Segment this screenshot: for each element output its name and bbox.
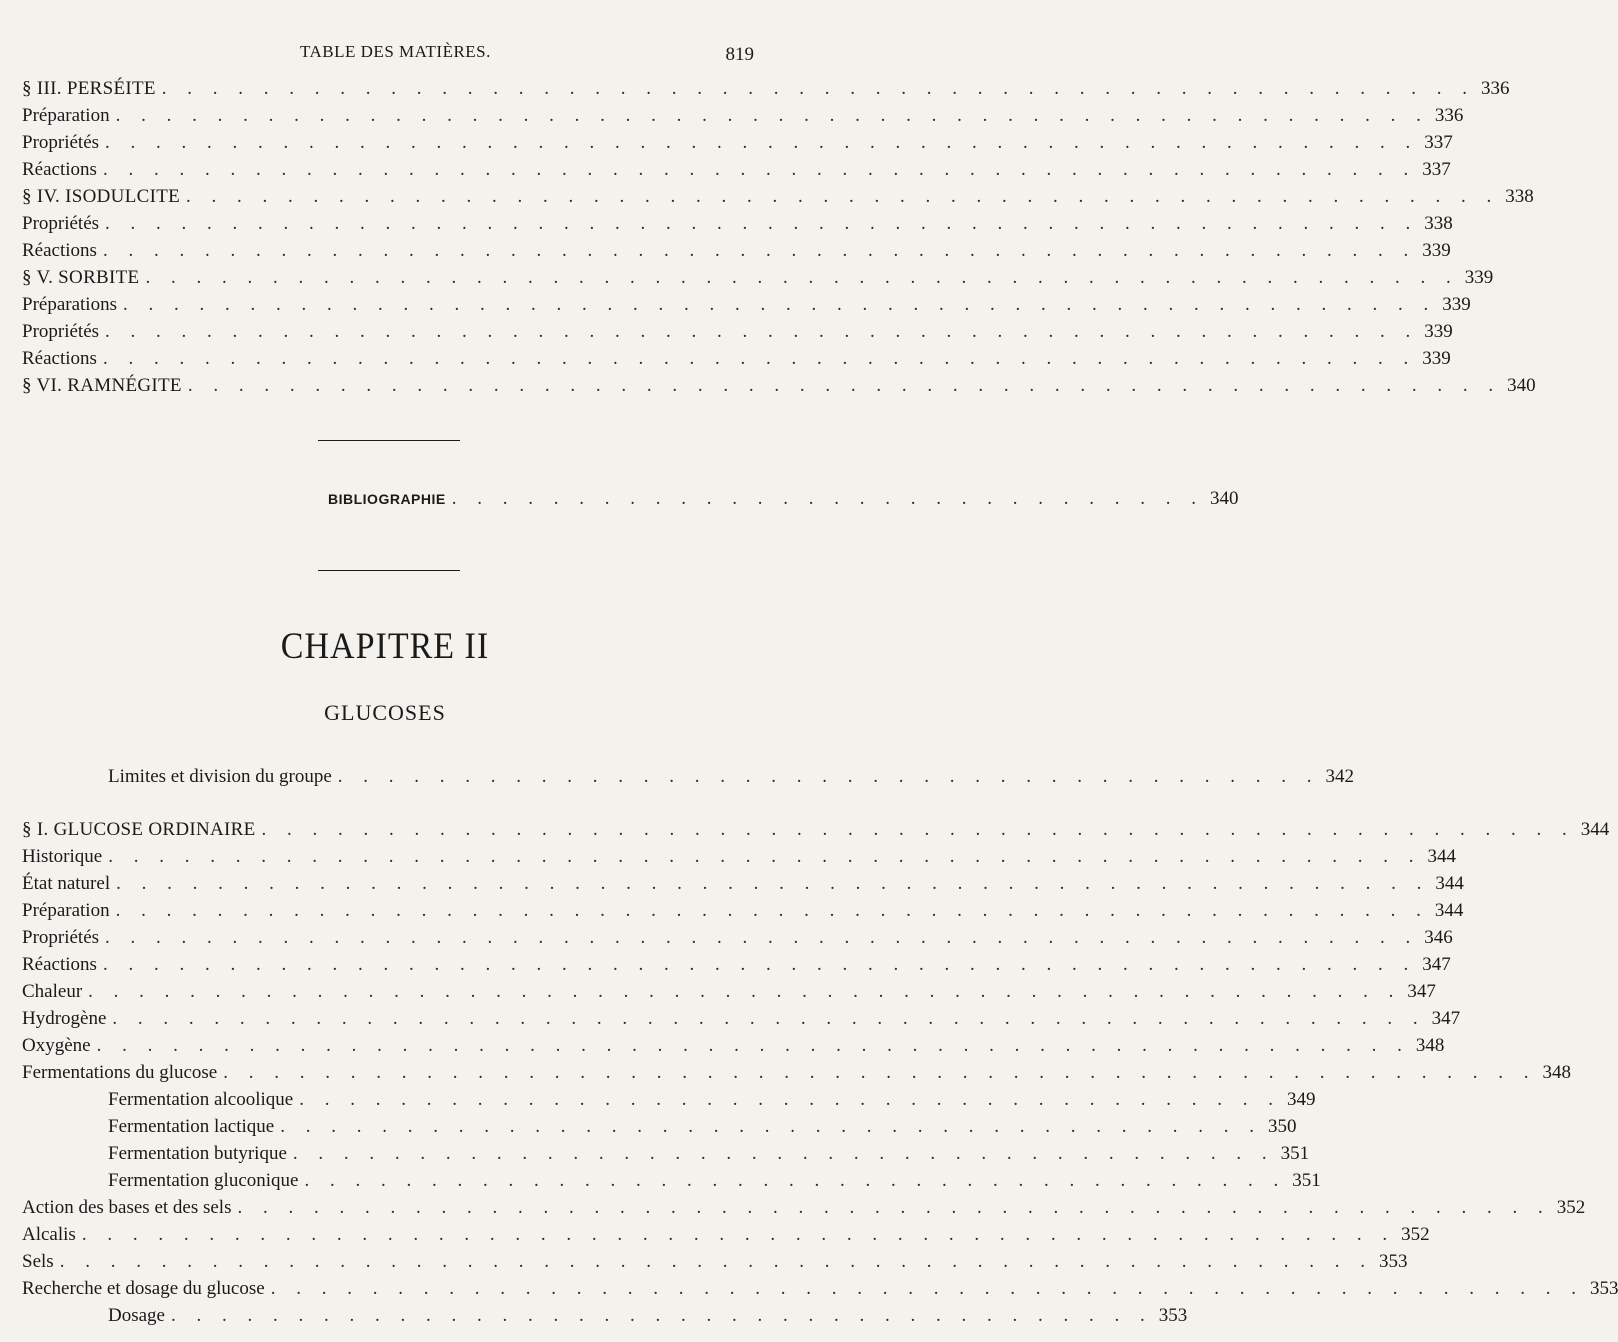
toc-entry xyxy=(108,1168,1321,1194)
toc-entry-page: 340 xyxy=(1507,375,1536,396)
toc-entry xyxy=(22,292,1471,318)
dot-leader: . . . . . . . . . . . . . . . . . . . . . . . . . . . . . . . . . . . . . . . . . . . . . . . . . . . . xyxy=(105,213,1419,234)
dot-leader: . . . . . . . . . . . . . . . . . . . . . . . . . . . . . . . . . . . . . . . . . . . . . . . . . . . . xyxy=(187,375,1502,396)
section-divider xyxy=(318,570,460,571)
toc-entry-label: Hydrogène xyxy=(22,1008,107,1029)
dot-leader: . . . . . . . . . . . . . . . . . . . . . . . . . . . . . . . . . . . . . . . . . . . . . . . . . . . . xyxy=(102,348,1417,369)
toc-entry-page: 344 xyxy=(1427,846,1456,867)
toc-entry-label: § I. GLUCOSE ORDINAIRE xyxy=(22,819,256,840)
toc-entry-label: Propriétés xyxy=(22,213,100,234)
toc-entry xyxy=(22,952,1451,978)
chapter-subtitle: GLUCOSES xyxy=(324,700,446,725)
toc-entry xyxy=(22,1195,1586,1221)
toc-entry-label: § III. PERSÉITE xyxy=(22,78,156,99)
toc-entry-label: Alcalis xyxy=(22,1224,76,1245)
toc-entry-label: Recherche et dosage du glucose xyxy=(22,1278,265,1299)
toc-entry xyxy=(22,265,1494,291)
dot-leader: . . . . . . . . . . . . . . . . . . . . . . . . . . . . . . . . . . . . . . . . . . . . . . . . . . . . xyxy=(102,240,1417,261)
toc-entry-label: Préparation xyxy=(22,900,110,921)
dot-leader: . . . . . . . . . . . . . . . . . . . . . . . . . . . . . . . . . . . . . . . . . . . . . . . . . . . . xyxy=(122,294,1437,315)
toc-entry-page: 339 xyxy=(1422,240,1451,261)
toc-entry xyxy=(22,76,1510,102)
toc-entry-label: Fermentation lactique xyxy=(108,1116,275,1137)
toc-entry-page: 344 xyxy=(1580,819,1610,840)
dot-leader: . . . . . . . . . . . . . . . . . . . . . . . . . . . . . . . . . . . . . . . . . . . . . . . . . . . . xyxy=(108,846,1422,867)
dot-leader: . . . . . . . . . . . . . . . . . . . . . . . . . . . . . . . . . . . . . . . . . . . . . . . . . . . . xyxy=(115,105,1429,126)
toc-entry-label: Réactions xyxy=(22,348,97,369)
section-divider xyxy=(318,440,460,441)
toc-entry-label: § V. SORBITE xyxy=(22,267,140,288)
toc-entry xyxy=(108,1114,1297,1140)
toc-entry-label: Fermentation butyrique xyxy=(108,1143,287,1164)
toc-entry-page: 353 xyxy=(1378,1251,1408,1272)
dot-leader: . . . . . . . . . . . . . . . . . . . . . . . . . . . . . . . . . . . . . . . . . . . . . . . . . . . . xyxy=(270,1278,1584,1299)
dot-leader: . . . . . . . . . . . . . . . . . . . . . . . . . . . . . . . . . . . . . . . . . . . . . . . . . . . . xyxy=(161,78,1476,99)
toc-entry-page: 336 xyxy=(1481,78,1510,99)
toc-entry-page: 347 xyxy=(1422,954,1451,975)
toc-entry-label: Fermentation alcoolique xyxy=(108,1089,294,1110)
dot-leader: . . . . . . . . . . . . . . . . . . . . . . . . . . . . . . . . . . . . . . . . . . . . . . . . . . . . xyxy=(261,819,1575,840)
toc-entry-page: 353 xyxy=(1158,1305,1188,1326)
dot-leader: . . . . . . . . . . . . . . . . . . . . . . . . . . . . . . xyxy=(451,488,1204,509)
toc-entry-page: 338 xyxy=(1424,213,1453,234)
dot-leader: . . . . . . . . . . . . . . . . . . . . . . . . . . . . . . . . . . . . . . . . . . . . . . . . . . . . xyxy=(59,1251,1373,1272)
toc-entry-label: Préparation xyxy=(22,105,110,126)
toc-entry xyxy=(22,1033,1445,1059)
toc-entry xyxy=(108,764,1355,790)
dot-leader: . . . . . . . . . . . . . . . . . . . . . . . . . . . . . . . . . . . . . . . xyxy=(299,1089,1281,1110)
dot-leader: . . . . . . . . . . . . . . . . . . . . . . . . . . . . . . . . . . . . . . . xyxy=(292,1143,1275,1164)
running-title: TABLE DES MATIÈRES. xyxy=(300,42,491,61)
toc-entry-label: Réactions xyxy=(22,240,97,261)
toc-entry-page: 350 xyxy=(1267,1116,1297,1137)
chapter-title: CHAPITRE II xyxy=(280,626,490,667)
dot-leader: . . . . . . . . . . . . . . . . . . . . . . . . . . . . . . . . . . . . . . . . . . . . . . . . . . . . xyxy=(115,900,1429,921)
toc-entry xyxy=(22,898,1464,924)
dot-leader: . . . . . . . . . . . . . . . . . . . . . . . . . . . . . . . . . . . . . . . . . . . . . . . . . . . . xyxy=(105,927,1419,948)
bibliography-label: BIBLIOGRAPHIE xyxy=(328,491,446,507)
toc-entry-label: Limites et division du groupe xyxy=(108,766,332,787)
toc-entry xyxy=(22,238,1451,264)
toc-entry-page: 344 xyxy=(1434,900,1464,921)
toc-entry xyxy=(22,817,1610,843)
bibliography-page: 340 xyxy=(1209,488,1239,509)
toc-entry xyxy=(22,103,1464,129)
toc-entry-page: 339 xyxy=(1422,348,1451,369)
toc-entry xyxy=(22,979,1436,1005)
toc-entry xyxy=(108,1087,1316,1113)
dot-leader: . . . . . . . . . . . . . . . . . . . . . . . . . . . . . . . . . . . . . . . . . . . . . . . . . . . . xyxy=(105,132,1419,153)
toc-entry-label: Propriétés xyxy=(22,927,100,948)
toc-entry-page: 342 xyxy=(1325,766,1355,787)
toc-entry-label: Propriétés xyxy=(22,321,100,342)
toc-entry-label: Historique xyxy=(22,846,103,867)
dot-leader: . . . . . . . . . . . . . . . . . . . . . . . . . . . . . . . . . . . . . . . . . . . . . . . . . . . . xyxy=(105,321,1419,342)
toc-entry xyxy=(22,346,1451,372)
toc-entry-page: 347 xyxy=(1407,981,1436,1002)
toc-entry xyxy=(22,925,1453,951)
toc-entry xyxy=(22,184,1534,210)
dot-leader: . . . . . . . . . . . . . . . . . . . . . . . . . . . . . . . . . . . . . . . . . . . . . . . . . . . . xyxy=(96,1035,1410,1056)
dot-leader: . . . . . . . . . . . . . . . . . . . . . . . . . . . . . . . . . . . . . . . . . . . . . . . . . . . . xyxy=(145,267,1459,288)
dot-leader: . . . . . . . . . . . . . . . . . . . . . . . . . . . . . . . . . . . . . . . . . . . . . . . . . . . . xyxy=(186,186,1500,207)
toc-entry xyxy=(108,1303,1188,1329)
toc-entry-label: Réactions xyxy=(22,954,97,975)
dot-leader: . . . . . . . . . . . . . . . . . . . . . . . . . . . . . . . . . . . . . . . . . . . . . . . . . . . . xyxy=(81,1224,1396,1245)
toc-entry xyxy=(22,373,1536,399)
toc-entry xyxy=(108,1141,1310,1167)
dot-leader: . . . . . . . . . . . . . . . . . . . . . . . . . . . . . . . . . . . . . . . xyxy=(170,1305,1153,1326)
toc-entry-label: Chaleur xyxy=(22,981,83,1002)
toc-entry-label: État naturel xyxy=(22,873,111,894)
toc-entry xyxy=(22,319,1453,345)
toc-entry xyxy=(22,1006,1461,1032)
toc-entry-page: 347 xyxy=(1431,1008,1461,1029)
toc-entry-page: 351 xyxy=(1280,1143,1310,1164)
toc-entry xyxy=(22,211,1453,237)
toc-entry-page: 337 xyxy=(1422,159,1451,180)
dot-leader: . . . . . . . . . . . . . . . . . . . . . . . . . . . . . . . . . . . . . . . xyxy=(337,766,1320,787)
toc-entry-label: Réactions xyxy=(22,159,97,180)
toc-entry-label: Fermentations du glucose xyxy=(22,1062,218,1083)
dot-leader: . . . . . . . . . . . . . . . . . . . . . . . . . . . . . . . . . . . . . . . . . . . . . . . . . . . . xyxy=(223,1062,1537,1083)
toc-entry-label: Oxygène xyxy=(22,1035,91,1056)
toc-entry-label: Préparations xyxy=(22,294,117,315)
page-number: 819 xyxy=(725,44,754,65)
toc-entry-page: 339 xyxy=(1424,321,1453,342)
running-header xyxy=(0,42,800,72)
toc-entry-page: 339 xyxy=(1442,294,1471,315)
toc-entry-page: 351 xyxy=(1292,1170,1321,1191)
toc-entry-label: Action des bases et des sels xyxy=(22,1197,232,1218)
toc-entry xyxy=(22,1249,1408,1275)
toc-entry-label: Propriétés xyxy=(22,132,100,153)
toc-entry-label: Dosage xyxy=(108,1305,165,1326)
dot-leader: . . . . . . . . . . . . . . . . . . . . . . . . . . . . . . . . . . . . . . . . . . . . . . . . . . . . xyxy=(102,159,1417,180)
toc-entry xyxy=(22,1276,1618,1302)
toc-entry-page: 338 xyxy=(1505,186,1534,207)
toc-entry-page: 352 xyxy=(1556,1197,1586,1218)
dot-leader: . . . . . . . . . . . . . . . . . . . . . . . . . . . . . . . . . . . . . . . xyxy=(280,1116,1262,1137)
toc-entry-page: 349 xyxy=(1286,1089,1316,1110)
dot-leader: . . . . . . . . . . . . . . . . . . . . . . . . . . . . . . . . . . . . . . . . . . . . . . . . . . . . xyxy=(88,981,1402,1002)
toc-entry-label: § IV. ISODULCITE xyxy=(22,186,181,207)
toc-entry-label: Fermentation gluconique xyxy=(108,1170,299,1191)
dot-leader: . . . . . . . . . . . . . . . . . . . . . . . . . . . . . . . . . . . . . . . . . . . . . . . . . . . . xyxy=(112,1008,1426,1029)
toc-entry-page: 353 xyxy=(1589,1278,1618,1299)
toc-entry xyxy=(22,157,1451,183)
toc-entry-page: 348 xyxy=(1415,1035,1445,1056)
toc-entry xyxy=(22,871,1464,897)
toc-entry xyxy=(22,1222,1430,1248)
dot-leader: . . . . . . . . . . . . . . . . . . . . . . . . . . . . . . . . . . . . . . . xyxy=(304,1170,1287,1191)
toc-entry xyxy=(22,1060,1571,1086)
toc-entry-page: 348 xyxy=(1542,1062,1571,1083)
toc-entry xyxy=(22,844,1456,870)
toc-entry-label: § VI. RAMNÉGITE xyxy=(22,375,182,396)
toc-entry-page: 352 xyxy=(1401,1224,1430,1245)
toc-entry-page: 346 xyxy=(1424,927,1453,948)
toc-entry-page: 339 xyxy=(1464,267,1494,288)
dot-leader: . . . . . . . . . . . . . . . . . . . . . . . . . . . . . . . . . . . . . . . . . . . . . . . . . . . . xyxy=(116,873,1430,894)
toc-entry-page: 336 xyxy=(1434,105,1464,126)
dot-leader: . . . . . . . . . . . . . . . . . . . . . . . . . . . . . . . . . . . . . . . . . . . . . . . . . . . . xyxy=(102,954,1417,975)
dot-leader: . . . . . . . . . . . . . . . . . . . . . . . . . . . . . . . . . . . . . . . . . . . . . . . . . . . . xyxy=(237,1197,1551,1218)
toc-entry-label: Sels xyxy=(22,1251,54,1272)
toc-entry-page: 344 xyxy=(1435,873,1464,894)
bibliography-entry xyxy=(328,486,1239,512)
toc-entry-page: 337 xyxy=(1424,132,1453,153)
toc-entry xyxy=(22,130,1453,156)
